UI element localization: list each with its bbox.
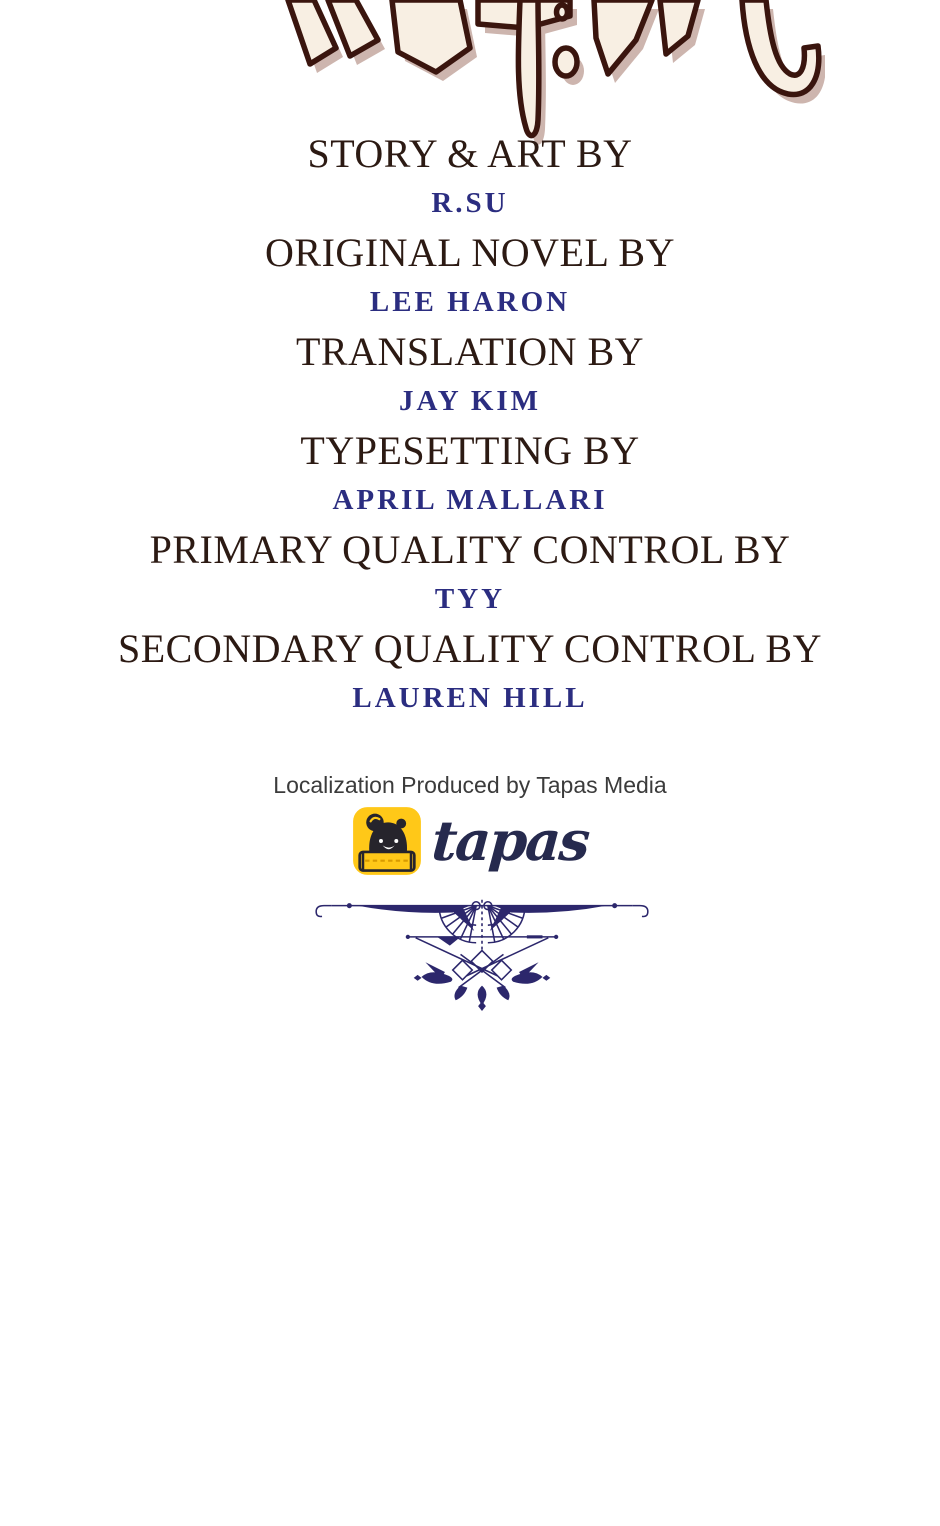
localization-line: Localization Produced by Tapas Media <box>273 772 667 798</box>
credit-entry <box>0 623 940 722</box>
credit-name: LEE HARON <box>369 286 571 318</box>
credits-block <box>0 128 940 722</box>
credit-entry <box>0 227 940 326</box>
credit-role: PRIMARY QUALITY CONTROL BY <box>149 527 791 572</box>
credit-name: JAY KIM <box>398 385 542 417</box>
credit-role: ORIGINAL NOVEL BY <box>265 230 675 275</box>
credit-name: LAUREN HILL <box>352 682 588 714</box>
flourish-divider-icon <box>306 892 658 1011</box>
credit-role: STORY & ART BY <box>307 131 633 176</box>
credit-name: APRIL MALLARI <box>332 484 608 516</box>
credit-name: TYY <box>434 583 506 615</box>
credit-role: SECONDARY QUALITY CONTROL BY <box>118 626 822 671</box>
credit-role: TRANSLATION BY <box>295 329 645 374</box>
tapas-logo <box>0 806 940 876</box>
credit-entry <box>0 128 940 227</box>
tapas-wordmark: tapas <box>429 808 591 873</box>
credit-entry <box>0 425 940 524</box>
credit-role: TYPESETTING BY <box>300 428 640 473</box>
tapas-mascot-icon <box>352 806 422 876</box>
credit-entry <box>0 326 940 425</box>
credit-entry <box>0 524 940 623</box>
credit-name: R.SU <box>431 187 509 219</box>
